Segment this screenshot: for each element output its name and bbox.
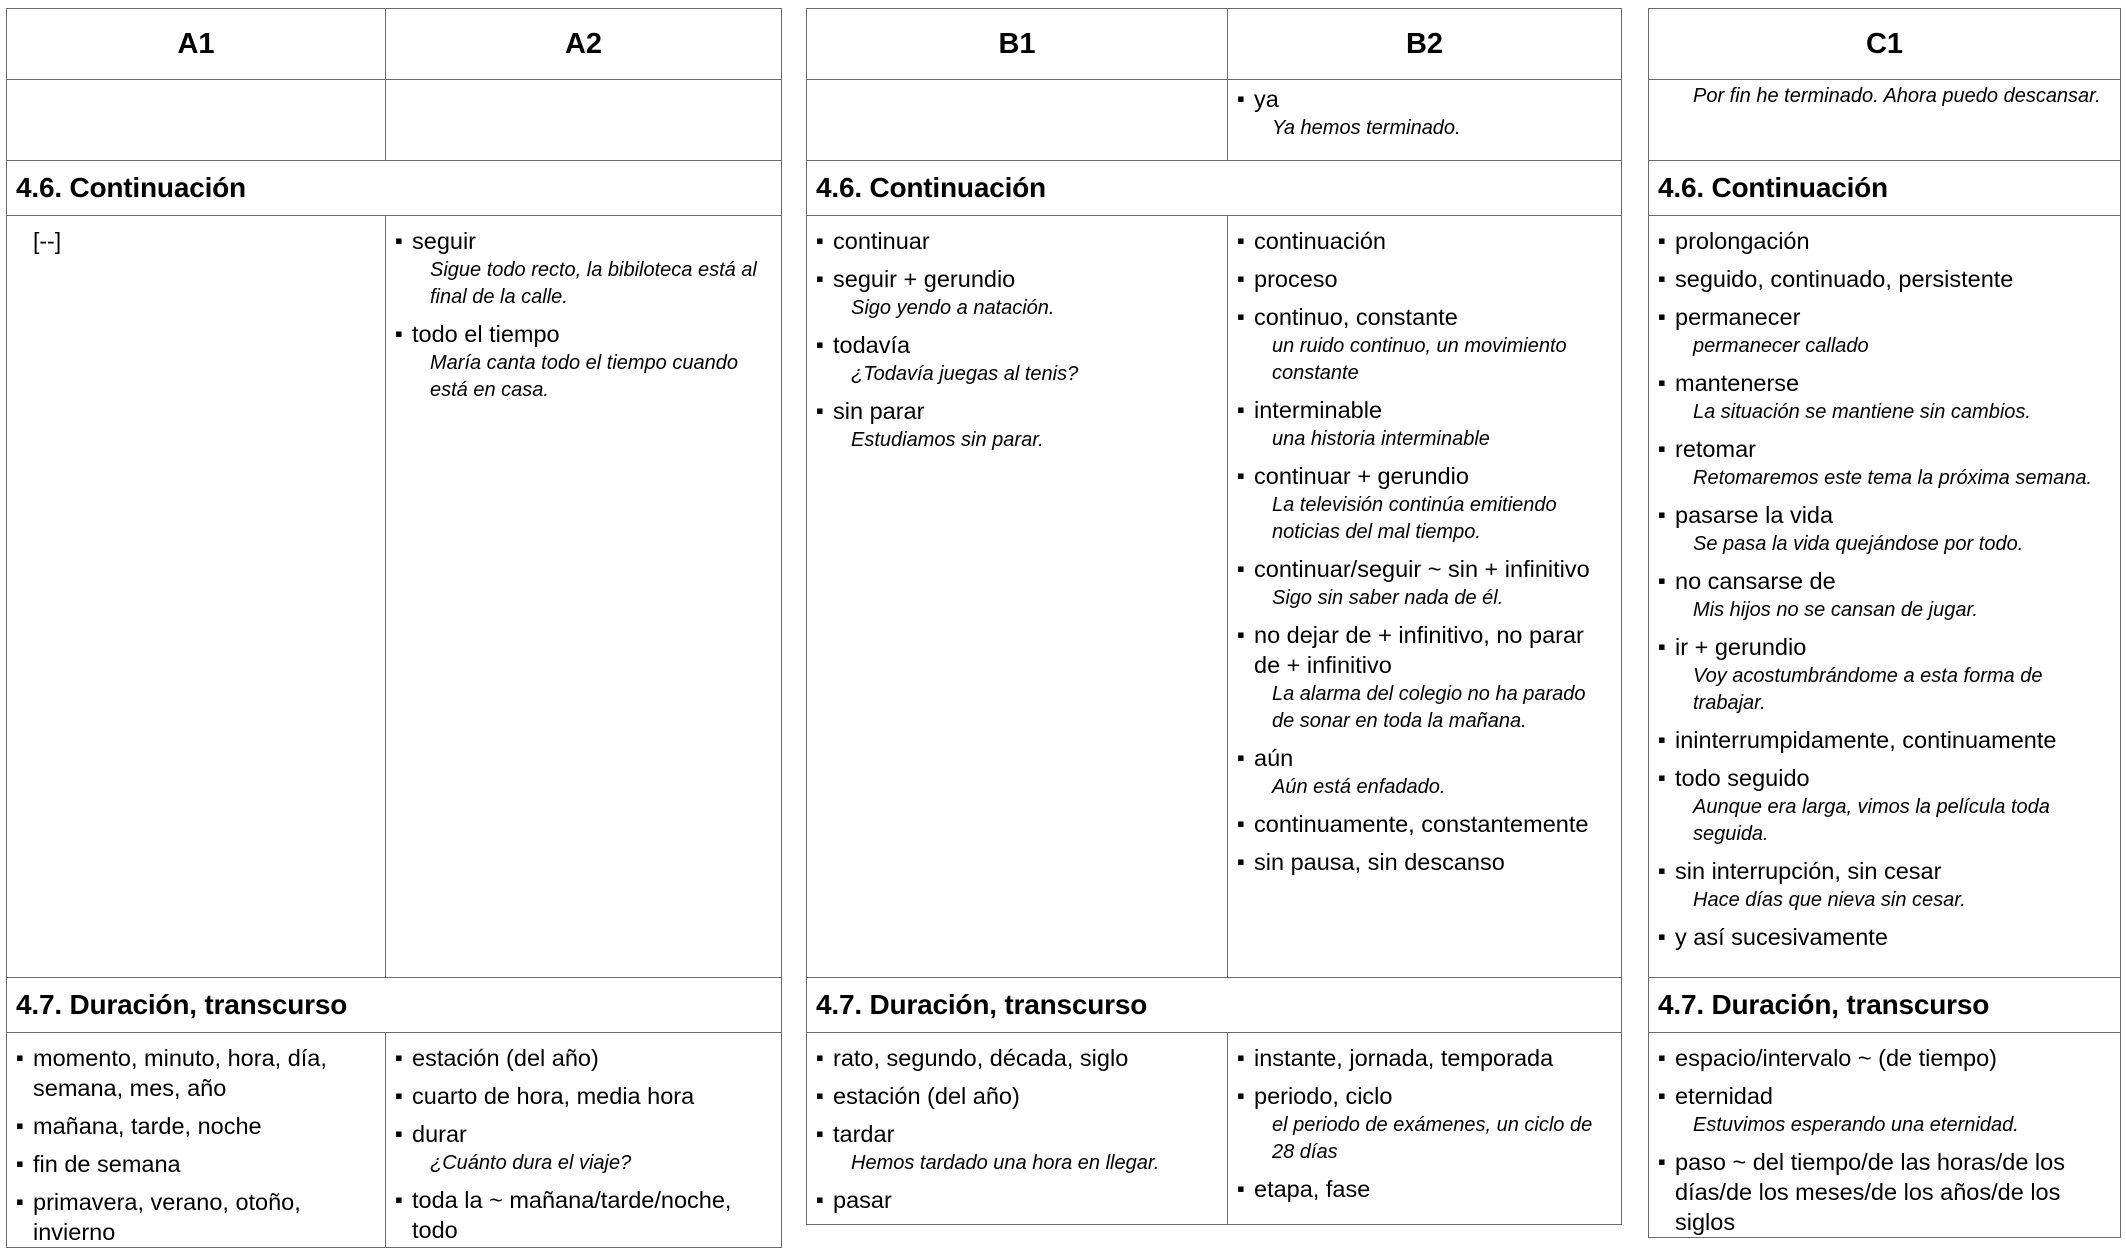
list-item: ▪ continuar [817, 226, 1219, 256]
content-cell [1649, 1033, 2121, 1238]
example-text: Sigo sin saber nada de él. [1272, 587, 1504, 609]
content-cell [807, 216, 1228, 978]
list-item: ▪ seguir + gerundio [817, 264, 1219, 294]
level-table-b [806, 8, 1622, 1225]
list-item: ▪ espacio/intervalo ~ (de tiempo) [1659, 1043, 2112, 1073]
example-text: una historia interminable [1272, 428, 1490, 450]
example-text: el periodo de exámenes, un ciclo de 28 días [1272, 1114, 1593, 1163]
continued-cell [1228, 80, 1622, 161]
list-item: ▪ continuación [1238, 226, 1613, 256]
list-item: ▪ ir + gerundio [1659, 632, 2112, 662]
level-table-c [1648, 8, 2121, 1238]
content-cell [386, 216, 782, 978]
list-item: ▪ continuar + gerundio [1238, 461, 1613, 491]
level-header-b2: B2 [1228, 9, 1622, 80]
example-text: Aún está enfadado. [1272, 776, 1446, 798]
list-item: ▪ cuarto de hora, media hora [396, 1081, 773, 1111]
example-text: permanecer callado [1693, 335, 1869, 357]
list-item: ▪ fin de semana [17, 1149, 377, 1179]
list-item: ▪ ya [1238, 84, 1613, 114]
list-item: ▪ permanecer [1659, 302, 2112, 332]
list-item: ▪ todo seguido [1659, 763, 2112, 793]
content-cell [1649, 216, 2121, 978]
list-item: ▪ estación (del año) [817, 1081, 1219, 1111]
list-item: ▪ etapa, fase [1238, 1174, 1613, 1204]
example-text: Sigue todo recto, la bibiloteca está al final de la calle. [430, 259, 757, 308]
list-item: ▪ sin interrupción, sin cesar [1659, 856, 2112, 886]
list-item: ▪ ininterrumpidamente, continuamente [1659, 725, 2112, 755]
list-item: ▪ pasarse la vida [1659, 500, 2112, 530]
section-title-duracion: 4.7. Duración, transcurso [807, 978, 1622, 1033]
content-cell [7, 1033, 386, 1248]
example-text: Ya hemos terminado. [1272, 117, 1461, 139]
example-text: Hace días que nieva sin cesar. [1693, 889, 1966, 911]
example-text: La alarma del colegio no ha parado de sonar en toda la mañana. [1272, 683, 1586, 732]
table-group-c [1648, 8, 2120, 1235]
example-text: La televisión continúa emitiendo noticias del mal tiempo. [1272, 494, 1557, 543]
list-item: ▪ todavía [817, 330, 1219, 360]
list-item: ▪ momento, minuto, hora, día, semana, mes, año [17, 1043, 377, 1103]
list-item: ▪ periodo, ciclo [1238, 1081, 1613, 1111]
list-item: ▪ toda la ~ mañana/tarde/noche, todo [396, 1185, 773, 1245]
level-header-a2: A2 [386, 9, 782, 80]
list-item: ▪ durar [396, 1119, 773, 1149]
list-item: ▪ prolongación [1659, 226, 2112, 256]
list-item: ▪ pasar [817, 1185, 1219, 1215]
table-group-b [806, 8, 1621, 1230]
example-text: Se pasa la vida quejándose por todo. [1693, 533, 2024, 555]
example-text: ¿Todavía juegas al tenis? [851, 363, 1079, 385]
example-text: Por fin he terminado. Ahora puedo descansar. [1693, 85, 2101, 107]
section-title-continuacion: 4.6. Continuación [807, 161, 1622, 216]
list-item: ▪ proceso [1238, 264, 1613, 294]
level-header-c1: C1 [1649, 9, 2121, 80]
list-item: ▪ seguido, continuado, persistente [1659, 264, 2112, 294]
list-item: ▪ rato, segundo, década, siglo [817, 1043, 1219, 1073]
example-text: Aunque era larga, vimos la película toda seguida. [1693, 796, 2050, 845]
section-title-continuacion: 4.6. Continuación [7, 161, 782, 216]
section-title-duracion: 4.7. Duración, transcurso [1649, 978, 2121, 1033]
list-item: ▪ eternidad [1659, 1081, 2112, 1111]
example-text: Sigo yendo a natación. [851, 297, 1055, 319]
list-item: ▪ instante, jornada, temporada [1238, 1043, 1613, 1073]
list-item: ▪ tardar [817, 1119, 1219, 1149]
example-text: Estudiamos sin parar. [851, 429, 1044, 451]
continued-cell [1649, 80, 2121, 161]
list-item: ▪ paso ~ del tiempo/de las horas/de los días/de los meses/de los años/de los siglos [1659, 1147, 2112, 1237]
table-group-a [6, 8, 781, 1245]
section-title-duracion: 4.7. Duración, transcurso [7, 978, 782, 1033]
list-item: ▪ mañana, tarde, noche [17, 1111, 377, 1141]
list-item: ▪ todo el tiempo [396, 319, 773, 349]
list-item: ▪ primavera, verano, otoño, invierno [17, 1187, 377, 1247]
content-cell [386, 1033, 782, 1248]
section-title-continuacion: 4.6. Continuación [1649, 161, 2121, 216]
example-text: Mis hijos no se cansan de jugar. [1693, 599, 1978, 621]
level-header-a1: A1 [7, 9, 386, 80]
list-item: ▪ no dejar de + infinitivo, no parar de + infinitivo [1238, 620, 1613, 680]
example-text: ¿Cuánto dura el viaje? [430, 1152, 632, 1174]
list-item: ▪ continuamente, constantemente [1238, 809, 1613, 839]
list-item: ▪ sin pausa, sin descanso [1238, 847, 1613, 877]
continued-cell [386, 80, 782, 161]
list-item: ▪ continuo, constante [1238, 302, 1613, 332]
list-item: ▪ seguir [396, 226, 773, 256]
content-cell [807, 1033, 1228, 1225]
example-text: Retomaremos este tema la próxima semana. [1693, 467, 2093, 489]
example-text: María canta todo el tiempo cuando está en casa. [430, 352, 738, 401]
content-cell [1228, 216, 1622, 978]
example-text: Estuvimos esperando una eternidad. [1693, 1114, 2019, 1136]
list-item: ▪ continuar/seguir ~ sin + infinitivo [1238, 554, 1613, 584]
example-text: un ruido continuo, un movimiento constante [1272, 335, 1567, 384]
list-item: ▪ sin parar [817, 396, 1219, 426]
continued-cell [7, 80, 386, 161]
content-cell [7, 216, 386, 978]
list-item: ▪ y así sucesivamente [1659, 922, 2112, 952]
example-text: Voy acostumbrándome a esta forma de trabajar. [1693, 665, 2043, 714]
content-cell [1228, 1033, 1622, 1225]
level-header-b1: B1 [807, 9, 1228, 80]
example-text: La situación se mantiene sin cambios. [1693, 401, 2031, 423]
placeholder-text: [--] [33, 228, 62, 254]
continued-cell [807, 80, 1228, 161]
list-item: ▪ no cansarse de [1659, 566, 2112, 596]
level-table-a [6, 8, 782, 1248]
example-text: Hemos tardado una hora en llegar. [851, 1152, 1160, 1174]
list-item: ▪ mantenerse [1659, 368, 2112, 398]
list-item: ▪ aún [1238, 743, 1613, 773]
list-item: ▪ estación (del año) [396, 1043, 773, 1073]
list-item: ▪ retomar [1659, 434, 2112, 464]
list-item: ▪ interminable [1238, 395, 1613, 425]
